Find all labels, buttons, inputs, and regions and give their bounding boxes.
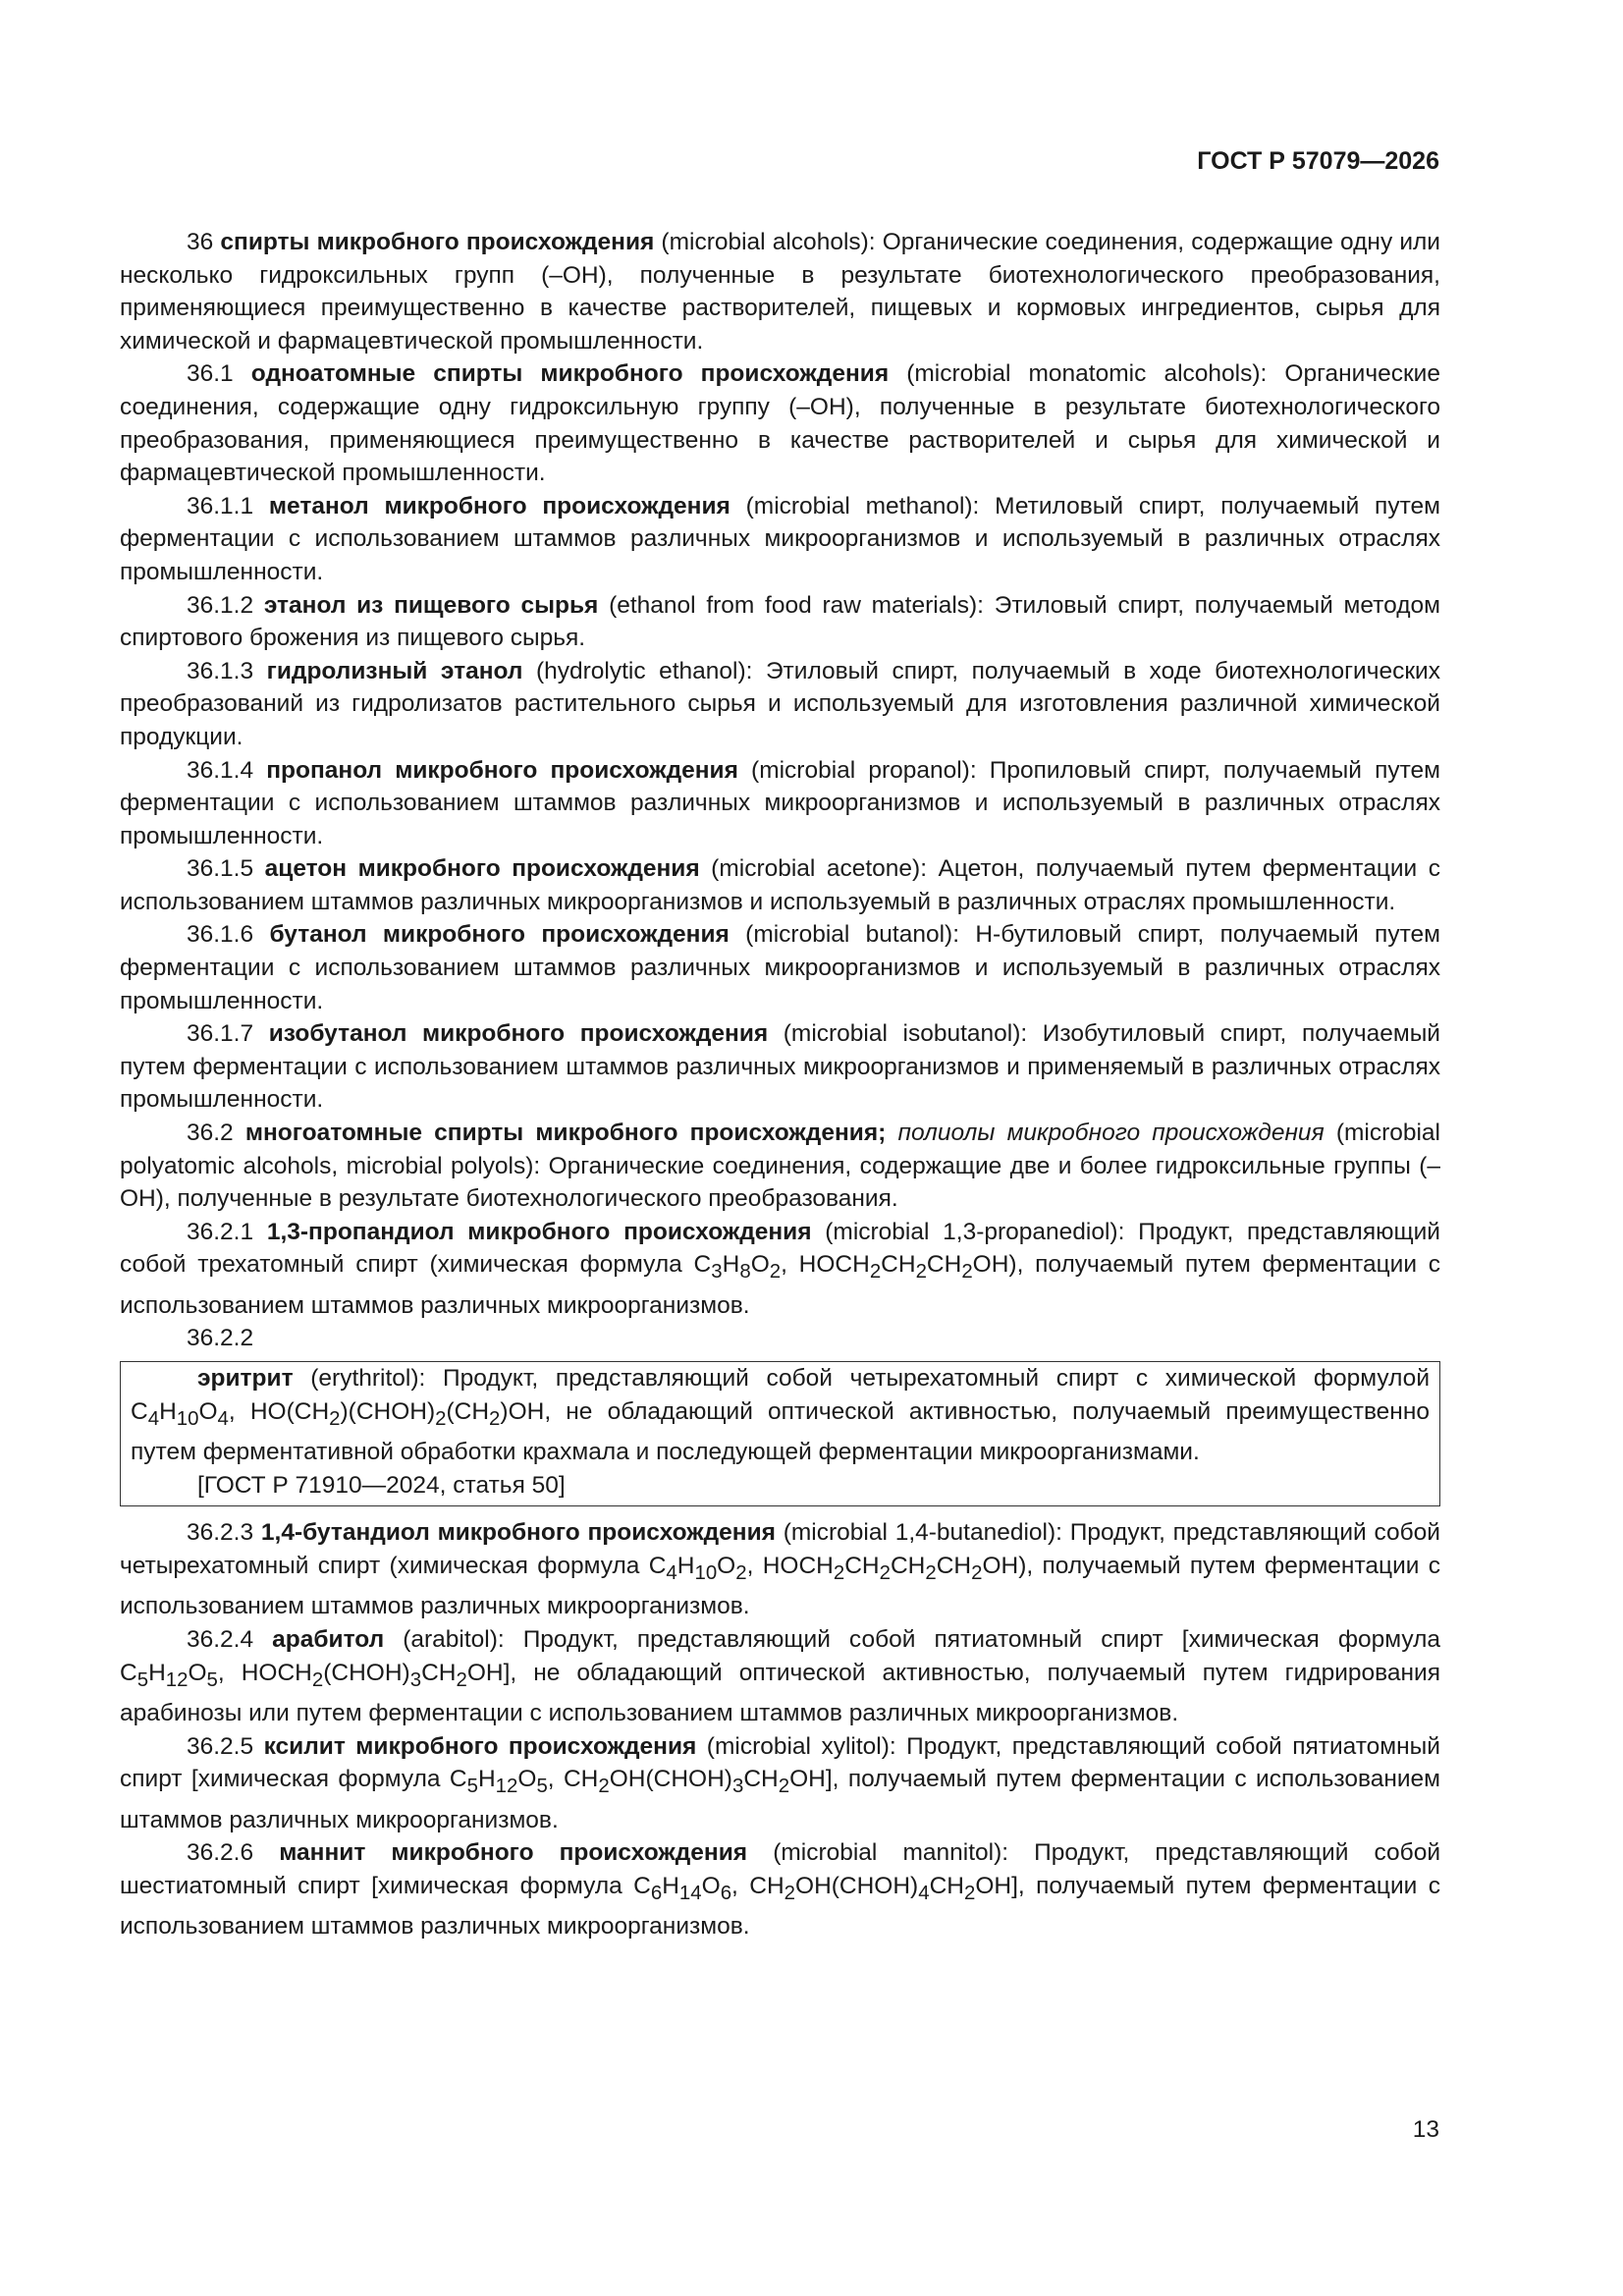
definition: (microbial propanol): Пропиловый спирт, получаемый путем ферментации с использованием штаммов различных микроорганизмов и используемый в различных отраслях промышленности. (120, 756, 1440, 849)
term: спирты микробного происхождения (220, 229, 655, 255)
entry-number: 36.1.4 (187, 756, 254, 784)
subscript: 12 (165, 1668, 189, 1691)
definition-text: (CHOH) (323, 1659, 410, 1686)
term-entry-36-2-6 (120, 1836, 1440, 1943)
subscript: 2 (915, 1261, 927, 1284)
definition-text: OH(CHOH) (609, 1766, 732, 1793)
definition-text: (microbial mannitol): Продукт, представляющий собой шестиатомный спирт [химическая формула C (120, 1839, 1441, 1899)
definition-text: , HOCH (217, 1659, 312, 1686)
term-entry-36 (120, 226, 1440, 357)
definition-text: CH (421, 1659, 457, 1686)
document-body (120, 226, 1440, 1943)
term: бутанол микробного происхождения (269, 921, 730, 949)
entry-number: 36.1.3 (187, 657, 254, 684)
definition-text: H (148, 1659, 166, 1686)
term: пропанол микробного происхождения (266, 756, 738, 784)
definition-text: H (662, 1872, 679, 1899)
term: ксилит микробного происхождения (263, 1732, 697, 1760)
term: этанол из пищевого сырья (263, 591, 599, 619)
entry-number: 36.1.5 (187, 855, 254, 883)
definition-text: O (701, 1872, 721, 1899)
definition-text: CH (890, 1552, 926, 1579)
term-entry-36-1-2 (120, 589, 1440, 655)
subscript: 5 (136, 1668, 149, 1691)
subscript: 2 (329, 1407, 341, 1430)
term: эритрит (197, 1365, 294, 1393)
term-entry-36-1-6 (120, 918, 1440, 1017)
alternative-term: полиолы микробного происхождения (886, 1120, 1325, 1147)
definition-text: O (198, 1397, 218, 1425)
subscript: 4 (217, 1407, 229, 1430)
definition-text: OH], не обладающий оптической активностью, получаемый путем гидрирования арабинозы или путем ферментации с использованием штаммов различных микроорганизмов. (120, 1659, 1441, 1727)
definition-text: CH (936, 1552, 972, 1579)
subscript: 10 (694, 1561, 718, 1584)
term-entry-36-1-4 (120, 754, 1440, 853)
term: многоатомные спирты микробного происхождения; (244, 1120, 887, 1147)
term-entry-36-1-3 (120, 655, 1440, 754)
subscript: 4 (147, 1407, 160, 1430)
subscript: 6 (650, 1882, 663, 1904)
entry-number: 36.1.6 (187, 921, 254, 949)
definition-text: (erythritol): Продукт, представляющий собой четырехатомный спирт с химической формулой C (131, 1365, 1430, 1425)
definition-text: H (159, 1397, 177, 1425)
definition: (microbial methanol): Метиловый спирт, получаемый путем ферментации с использованием штаммов различных микроорганизмов и используемый в различных отраслях промышленности. (120, 492, 1440, 585)
term: маннит микробного происхождения (279, 1839, 748, 1867)
definition-text: O (188, 1659, 207, 1686)
definition-text: O (717, 1552, 736, 1579)
definition-text: H (477, 1766, 496, 1793)
entry-number: 36.2 (187, 1120, 234, 1147)
definition-text: OH), получаемый путем ферментации с использованием штаммов различных микроорганизмов. (120, 1251, 1441, 1319)
term: ацетон микробного происхождения (264, 855, 700, 883)
entry-number: 36.2.5 (187, 1732, 254, 1760)
subscript: 3 (711, 1261, 723, 1284)
definition-text: )(CHOH) (340, 1397, 436, 1425)
subscript: 2 (311, 1668, 324, 1691)
definition-text: , CH (547, 1766, 599, 1793)
definition-text: , HOCH (781, 1251, 870, 1279)
term-entry-36-1-7 (120, 1017, 1440, 1117)
subscript: 2 (879, 1561, 891, 1584)
subscript: 14 (678, 1882, 702, 1904)
source-reference: [ГОСТ Р 71910—2024, статья 50] (197, 1471, 566, 1499)
entry-number: 36.1.1 (187, 492, 254, 519)
definition-text: CH (881, 1251, 916, 1279)
definition-text: CH (743, 1766, 779, 1793)
entry-number: 36.1 (187, 360, 234, 388)
term-entry-36-2-3 (120, 1516, 1440, 1623)
term: арабитол (272, 1626, 385, 1654)
term-entry-36-2-4 (120, 1623, 1440, 1730)
entry-number: 36.1.7 (187, 1020, 254, 1048)
term-entry-36-2-5 (120, 1730, 1440, 1837)
subscript: 3 (409, 1668, 422, 1691)
subscript: 5 (466, 1776, 478, 1798)
definition-text: , HOCH (746, 1552, 834, 1579)
subscript: 2 (971, 1561, 983, 1584)
definition-text: )OH, не обладающий оптической активностью, получаемый преимущественно путем ферментативной обработки крахмала и последующей ферментации микроорганизмами. (131, 1397, 1430, 1466)
subscript: 2 (869, 1261, 882, 1284)
definition-text: H (676, 1552, 695, 1579)
term: 1,4-бутандиол микробного происхождения (260, 1519, 776, 1547)
term-entry-36-2 (120, 1117, 1440, 1216)
entry-number: 36.1.2 (187, 591, 254, 619)
definition-text: H (722, 1251, 740, 1279)
definition-text: , HO(CH (228, 1397, 330, 1425)
subscript: 2 (925, 1561, 937, 1584)
page-number: 13 (1412, 2116, 1439, 2143)
term: гидролизный этанол (266, 657, 523, 684)
definition: (microbial polyatomic alcohols, microbial polyols): Органические соединения, содержащие две и более гидроксильные группы (–OH), полученные в результате биотехнологического преобразования. (120, 1120, 1441, 1213)
definition: (microbial monatomic alcohols): Органические соединения, содержащие одну гидроксильную группу (–OH), полученные в результате биотехнологического преобразования, применяющиеся преимущественно в качестве растворителей и сырья для химической и фармацевтической промышленности. (120, 360, 1440, 487)
definition-text: O (750, 1251, 770, 1279)
subscript: 3 (731, 1776, 744, 1798)
subscript: 2 (784, 1882, 796, 1904)
subscript: 2 (963, 1882, 976, 1904)
definition-text: (CH (446, 1397, 490, 1425)
subscript: 10 (176, 1407, 199, 1430)
subscript: 2 (456, 1668, 467, 1691)
subscript: 5 (536, 1776, 548, 1798)
definition-text: O (517, 1766, 537, 1793)
definition: (microbial acetone): Ацетон, получаемый путем ферментации с использованием штаммов различных микроорганизмов и используемый в различных отраслях промышленности. (120, 855, 1440, 915)
entry-number: 36.2.1 (187, 1218, 254, 1245)
entry-number-36-2-2: 36.2.2 (187, 1325, 254, 1352)
document-code: ГОСТ Р 57079—2026 (1197, 147, 1439, 175)
term: 1,3-пропандиол микробного происхождения (266, 1218, 812, 1245)
subscript: 2 (769, 1261, 782, 1284)
subscript: 2 (598, 1776, 610, 1798)
subscript: 2 (735, 1561, 747, 1584)
definition-text: (microbial 1,4-butanediol): Продукт, представляющий собой четырехатомный спирт (химическая формула C (120, 1519, 1440, 1579)
definition-text: CH (844, 1552, 880, 1579)
term-entry-36-1-5 (120, 852, 1440, 918)
term-entry-36-2-1 (120, 1216, 1440, 1323)
definition: (microbial butanol): Н-бутиловый спирт, получаемый путем ферментации с использованием штаммов различных микроорганизмов и используемый в различных отраслях промышленности. (120, 921, 1440, 1014)
definition-text: , CH (731, 1872, 784, 1899)
definition: (microbial isobutanol): Изобутиловый спирт, получаемый путем ферментации с использованием штаммов различных микроорганизмов и применяемый в различных отраслях промышленности. (120, 1020, 1440, 1114)
term: метанол микробного происхождения (268, 492, 730, 519)
subscript: 6 (720, 1882, 732, 1904)
entry-number: 36 (187, 229, 214, 255)
definition-text: OH(CHOH) (795, 1872, 919, 1899)
definition-text: OH], получаемый путем ферментации с использованием штаммов различных микроорганизмов. (120, 1872, 1440, 1941)
quoted-definition-box (120, 1361, 1440, 1506)
subscript: 2 (435, 1407, 447, 1430)
term-entry-36-1-1 (120, 490, 1440, 589)
subscript: 2 (778, 1776, 790, 1798)
subscript: 2 (489, 1407, 501, 1430)
definition-text: OH), получаемый путем ферментации с использованием штаммов различных микроорганизмов. (120, 1552, 1440, 1620)
definition: (ethanol from food raw materials): Этиловый спирт, получаемый методом спиртового брожения из пищевого сырья. (120, 591, 1440, 652)
definition-text: (microbial xylitol): Продукт, представляющий собой пятиатомный спирт [химическая формула C (120, 1732, 1440, 1793)
term-entry-36-1 (120, 357, 1440, 489)
subscript: 2 (961, 1261, 973, 1284)
definition-text: (microbial 1,3-propanediol): Продукт, представляющий собой трехатомный спирт (химическая формула C (120, 1218, 1440, 1279)
entry-number: 36.2.3 (187, 1519, 254, 1547)
definition-text: (arabitol): Продукт, представляющий собой пятиатомный спирт [химическая формула C (120, 1626, 1441, 1686)
term: одноатомные спирты микробного происхождения (250, 360, 890, 388)
subscript: 5 (206, 1668, 218, 1691)
entry-number: 36.2.6 (187, 1839, 254, 1867)
definition-text: CH (929, 1872, 964, 1899)
subscript: 4 (666, 1561, 677, 1584)
definition: (hydrolytic ethanol): Этиловый спирт, получаемый в ходе биотехнологических преобразований из гидролизатов растительного сырья и используемый для изготовления различной химической продукции. (120, 657, 1440, 750)
subscript: 12 (495, 1776, 518, 1798)
definition: (microbial alcohols): Органические соединения, содержащие одну или несколько гидроксильных групп (–OH), полученные в результате биотехнологического преобразования, применяющиеся преимущественно в качестве растворителей, пищевых и кормовых ингредиентов, сырья для химической и фармацевтической промышленности. (120, 229, 1440, 355)
definition-text: OH], получаемый путем ферментации с использованием штаммов различных микроорганизмов. (120, 1766, 1440, 1833)
subscript: 2 (833, 1561, 845, 1584)
subscript: 4 (918, 1882, 930, 1904)
definition-text: CH (926, 1251, 962, 1279)
term-entry-36-2-2 (131, 1362, 1430, 1469)
subscript: 8 (739, 1261, 751, 1284)
term: изобутанол микробного происхождения (268, 1020, 769, 1048)
entry-number: 36.2.4 (187, 1626, 254, 1654)
